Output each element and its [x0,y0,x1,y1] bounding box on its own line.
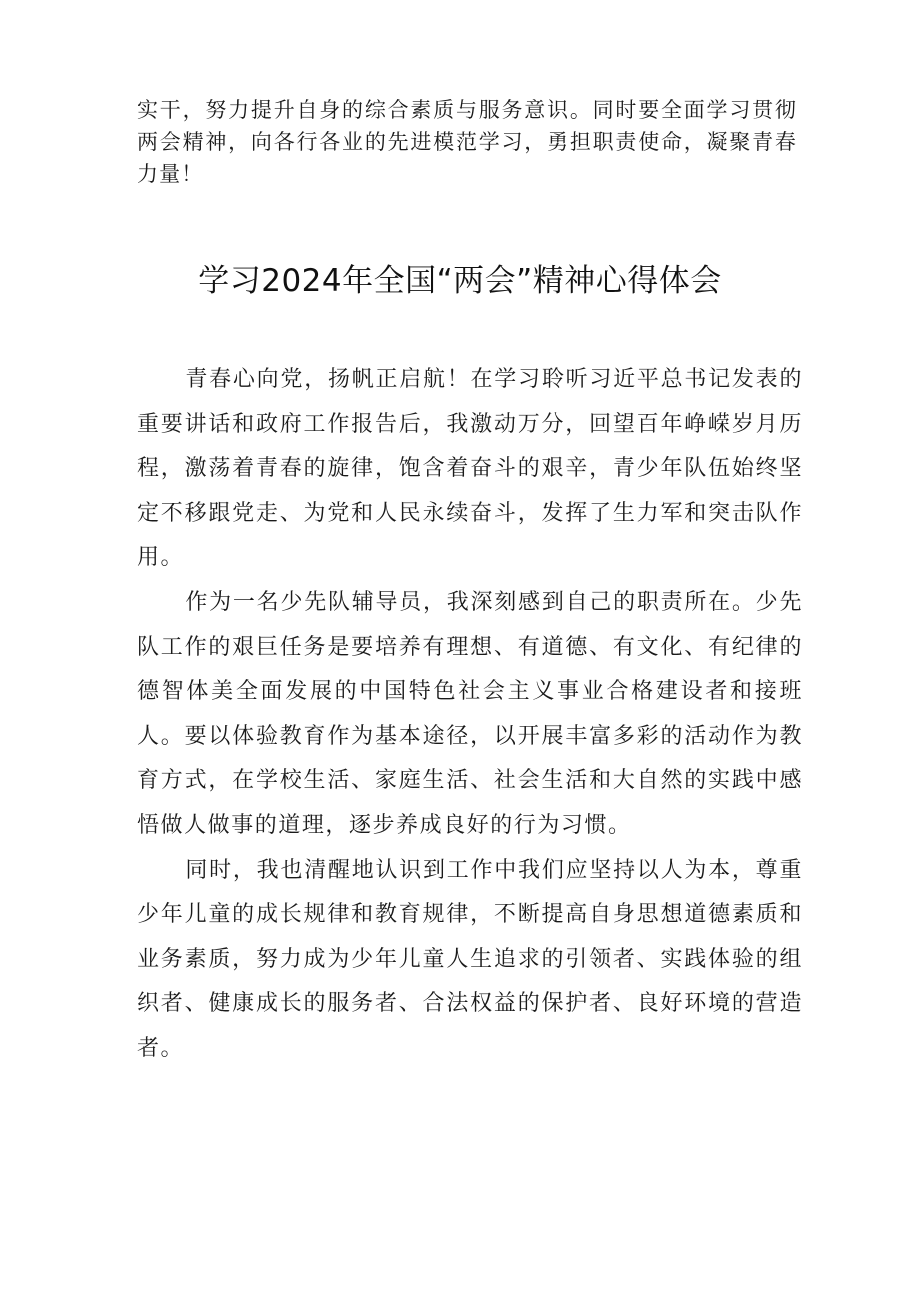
paragraph-3: 同时，我也清醒地认识到工作中我们应坚持以人为本，尊重少年儿童的成长规律和教育规律，不断提高自身思想道德素质和业务素质，努力成为少年儿童人生追求的引领者、实践体验的组织者、健康成长的服务者、合法权益的保护者、良好环境的营造者。 [137,857,803,1061]
paragraph-1: 青春心向党，扬帆正启航！在学习聆听习近平总书记发表的重要讲话和政府工作报告后，我激动万分，回望百年峥嵘岁月历程，激荡着青春的旋律，饱含着奋斗的艰辛，青少年队伍始终坚定不移跟党走、为党和人民永续奋斗，发挥了生力军和突击队作用。 [137,367,803,571]
article-title: 学习2024年全国“两会”精神心得体会 [198,263,722,299]
previous-article-fragment: 实干，努力提升自身的综合素质与服务意识。同时要全面学习贯彻两会精神，向各行各业的先进模范学习，勇担职责使命，凝聚青春力量！ [137,98,797,186]
paragraph-2: 作为一名少先队辅导员，我深刻感到自己的职责所在。少先队工作的艰巨任务是要培养有理想、有道德、有文化、有纪律的德智体美全面发展的中国特色社会主义事业合格建设者和接班人。要以体验教育作为基本途径，以开展丰富多彩的活动作为教育方式，在学校生活、家庭生活、社会生活和大自然的实践中感悟做人做事的道理，逐步养成良好的行为习惯。 [137,589,803,838]
article-body [137,358,803,1072]
